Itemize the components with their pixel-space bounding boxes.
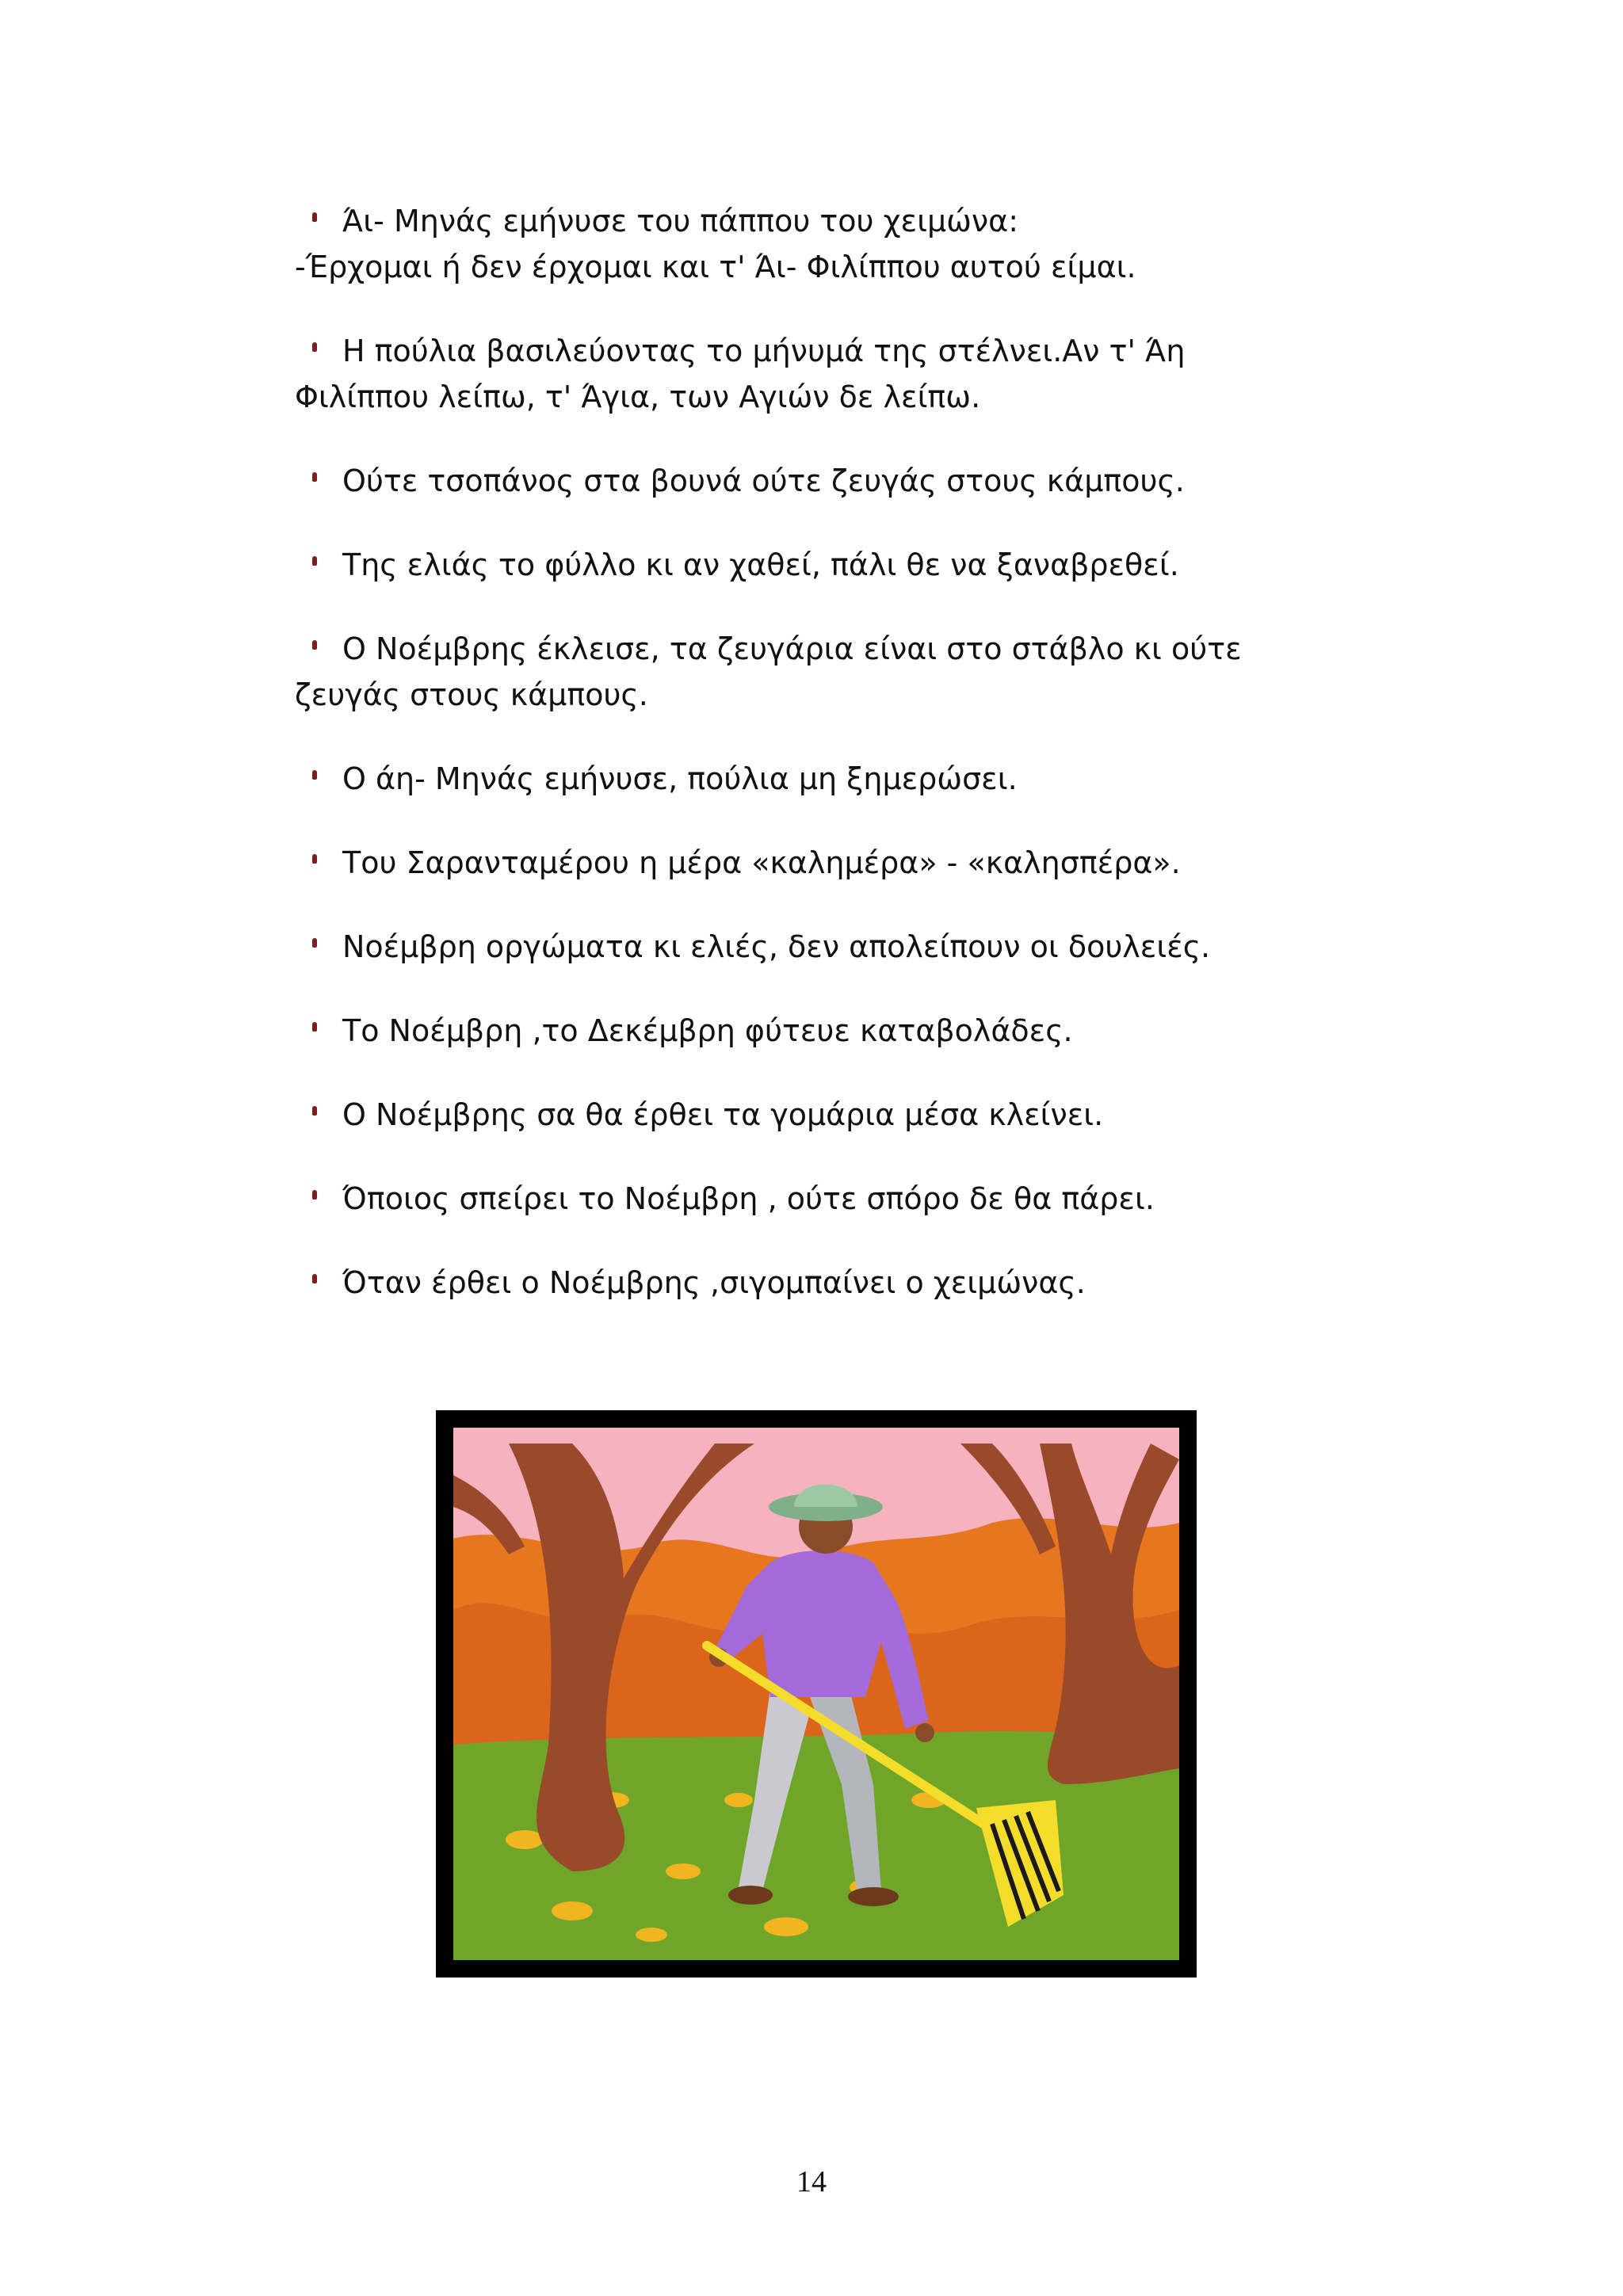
- proverb-text: Η πούλια βασιλεύοντας το μήνυμά της στέλνει.Αν τ' Άη Φιλίππου λείπω, τ' Άγια, των Αγιών δε λείπω.: [295, 334, 1186, 414]
- proverb-text: Του Σαρανταμέρου η μέρα «καλημέρα» - «καλησπέρα».: [342, 845, 1181, 880]
- proverb-item: [295, 198, 1325, 290]
- proverb-text: Της ελιάς το φύλλο κι αν χαθεί, πάλι θε να ξαναβρεθεί.: [342, 547, 1179, 582]
- bullet-icon: [312, 212, 317, 222]
- bullet-icon: [312, 1022, 317, 1032]
- proverb-item: [295, 756, 1325, 802]
- proverb-item: [295, 458, 1325, 504]
- proverb-text: Ο άη- Μηνάς εμήνυσε, πούλια μη ξημερώσει.: [342, 761, 1018, 796]
- proverb-item: [295, 924, 1325, 970]
- bullet-icon: [312, 342, 317, 352]
- proverb-list: [295, 198, 1325, 1344]
- proverb-item: [295, 1176, 1325, 1222]
- bullet-icon: [312, 938, 317, 948]
- proverb-text: Όποιος σπείρει το Νοέμβρη , ούτε σπόρο δε θα πάρει.: [342, 1181, 1155, 1216]
- bullet-icon: [312, 1190, 317, 1199]
- man-right-shoe: [848, 1887, 899, 1906]
- proverb-item: [295, 626, 1325, 718]
- proverb-item: [295, 840, 1325, 886]
- bullet-icon: [312, 556, 317, 566]
- proverb-text: Ο Νοέμβρης έκλεισε, τα ζευγάρια είναι στο στάβλο κι ούτε ζευγάς στους κάμπους.: [295, 631, 1242, 712]
- proverb-text: Νοέμβρη οργώματα κι ελιές, δεν απολείπουν οι δουλειές.: [342, 929, 1211, 964]
- illustration-svg: [436, 1410, 1197, 1978]
- proverb-item: [295, 542, 1325, 588]
- proverb-text: Όταν έρθει ο Νοέμβρης ,σιγομπαίνει ο χειμώνας.: [342, 1265, 1086, 1300]
- bullet-icon: [312, 854, 317, 864]
- proverb-text: Άι- Μηνάς εμήνυσε του πάππου του χειμώνα:: [342, 204, 1019, 238]
- proverb-text: Ούτε τσοπάνος στα βουνά ούτε ζευγάς στους κάμπους.: [342, 463, 1185, 498]
- bullet-icon: [312, 640, 317, 650]
- man-right-hand: [915, 1723, 934, 1742]
- proverb-item: [295, 328, 1325, 420]
- proverb-text: Το Νοέμβρη ,το Δεκέμβρη φύτευε καταβολάδες.: [342, 1013, 1073, 1048]
- bullet-icon: [312, 770, 317, 780]
- proverb-item: [295, 1008, 1325, 1054]
- proverb-text: Ο Νοέμβρης σα θα έρθει τα γομάρια μέσα κλείνει.: [342, 1097, 1104, 1132]
- bullet-icon: [312, 1106, 317, 1116]
- man-left-shoe: [728, 1886, 773, 1905]
- bullet-icon: [312, 472, 317, 482]
- proverb-text-continued: -Έρχομαι ή δεν έρχομαι και τ' Άι- Φιλίππου αυτού είμαι.: [295, 250, 1136, 284]
- page-number: 14: [796, 2165, 827, 2199]
- proverb-item: [295, 1260, 1325, 1306]
- autumn-raking-illustration: [436, 1410, 1197, 1978]
- bullet-icon: [312, 1274, 317, 1283]
- proverb-item: [295, 1092, 1325, 1138]
